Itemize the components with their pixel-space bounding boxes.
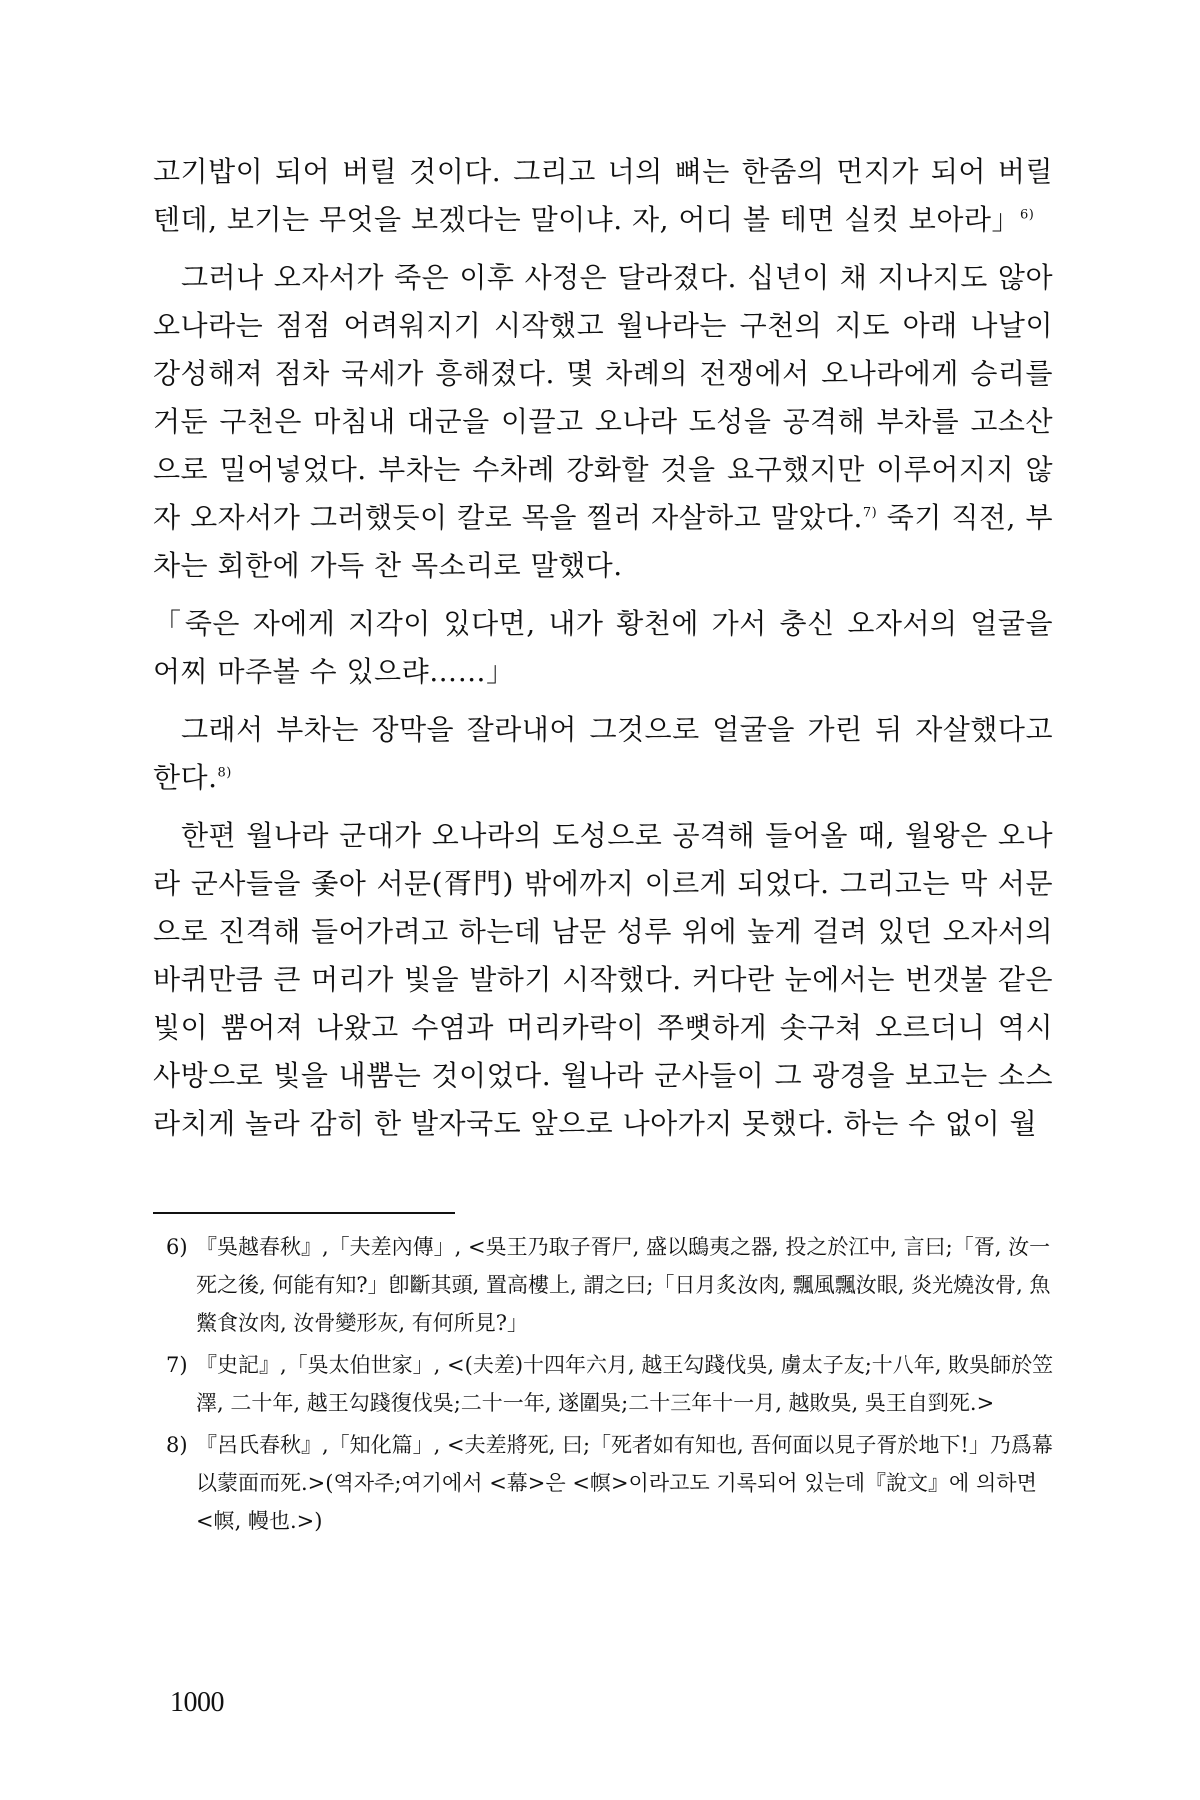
footnote-8	[166, 1426, 1061, 1540]
paragraph-4	[153, 706, 1053, 802]
paragraph-2-text: 그러나 오자서가 죽은 이후 사정은 달라졌다. 십년이 채 지나지도 않아 오나라는 점점 어려워지기 시작했고 월나라는 구천의 지도 아래 나날이 강성해져 점차 국세가 흥해졌다. 몇 차례의 전쟁에서 오나라에게 승리를 거둔 구천은 마침내 대군을 이끌고 오나라 도성을 공격해 부차를 고소산으로 밀어넣었다. 부차는 수차례 강화할 것을 요구했지만 이루어지지 않자 오자서가 그러했듯이 칼로 목을 찔러 자살하고 말았다.	[153, 261, 1053, 534]
body-text	[153, 148, 1053, 1158]
footnote-text: 『吳越春秋』,「夫差內傳」, <吳王乃取子胥尸, 盛以鴟夷之器, 投之於江中, 言曰;「胥, 汝一死之後, 何能有知?」卽斷其頭, 置高樓上, 謂之曰;「日月炙汝肉, 飄風飄汝眼, 炎光燒汝骨, 魚鱉食汝肉, 汝骨變形灰, 有何所見?」	[196, 1235, 1051, 1335]
footnote-number: 7)	[166, 1353, 188, 1377]
paragraph-5: 한편 월나라 군대가 오나라의 도성으로 공격해 들어올 때, 월왕은 오나라 군사들을 좇아 서문(胥門) 밖에까지 이르게 되었다. 그리고는 막 서문으로 진격해 들어가려고 하는데 남문 성루 위에 높게 걸려 있던 오자서의 바퀴만큼 큰 머리가 빛을 발하기 시작했다. 커다란 눈에서는 번갯불 같은 빛이 뿜어져 나왔고 수염과 머리카락이 쭈뼛하게 솟구쳐 오르더니 역시 사방으로 빛을 내뿜는 것이었다. 월나라 군사들이 그 광경을 보고는 소스라치게 놀라 감히 한 발자국도 앞으로 나아가지 못했다. 하는 수 없이 월	[153, 819, 1053, 1140]
paragraph-1-text: 고기밥이 되어 버릴 것이다. 그리고 너의 뼈는 한줌의 먼지가 되어 버릴 텐데, 보기는 무엇을 보겠다는 말이냐. 자, 어디 볼 테면 실컷 보아라」	[153, 155, 1053, 236]
page-number: 1000	[170, 1687, 224, 1718]
footnote-text: 『呂氏春秋』,「知化篇」, <夫差將死, 曰;「死者如有知也, 吾何面以見子胥於地下!」乃爲幕以蒙面而死.>(역자주;여기에서 <幕>은 <幎>이라고도 기록되어 있는데『說文』에 의하면 <幎, 幔也.>)	[196, 1433, 1053, 1533]
footnote-number: 8)	[166, 1433, 188, 1457]
paragraph-1	[153, 148, 1053, 244]
paragraph-2-tail: 죽기 직전, 부차는 회한에 가득 찬 목소리로 말했다.	[153, 501, 1054, 582]
paragraph-4-text: 그래서 부차는 장막을 잘라내어 그것으로 얼굴을 가린 뒤 자살했다고 한다.	[153, 713, 1053, 794]
footnote-divider	[153, 1212, 455, 1214]
footnote-ref-6: 6)	[1019, 207, 1035, 223]
footnote-text: 『史記』,「吳太伯世家」, <(夫差)十四年六月, 越王勾踐伐吳, 虜太子友;十八年, 敗吳師於笠澤, 二十年, 越王勾踐復伐吳;二十一年, 遂圍吳;二十三年十一月, 越敗吳, 吳王自剄死.>	[196, 1353, 1054, 1415]
footnote-ref-8: 8)	[217, 765, 232, 781]
footnote-6	[166, 1228, 1061, 1342]
footnote-number: 6)	[166, 1235, 188, 1259]
footnote-7	[166, 1346, 1061, 1422]
footnote-ref-7: 7)	[862, 505, 878, 521]
paragraph-3-quote: 「죽은 자에게 지각이 있다면, 내가 황천에 가서 충신 오자서의 얼굴을 어찌 마주볼 수 있으랴……」	[153, 607, 1053, 688]
footnotes	[166, 1228, 1061, 1544]
paragraph-2	[153, 254, 1053, 590]
